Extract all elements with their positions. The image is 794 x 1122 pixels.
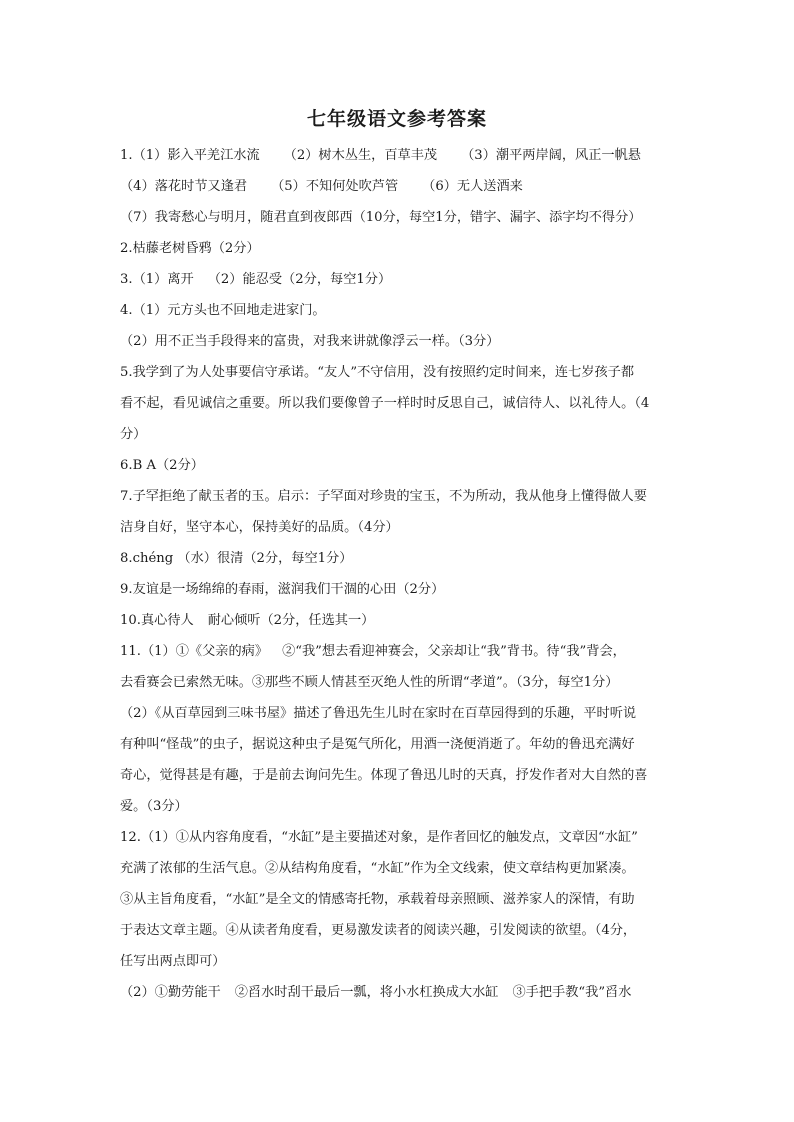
answer-3-1: 3.（1）离开 [120,272,194,287]
answer-11-2-b: 有种叫“怪哉”的虫子，据说这种虫子是冤气所化，用酒一浇便消逝了。年幼的鲁迅充满好 [120,737,635,752]
answer-line-13 [120,512,678,543]
answer-3-2: （2）能忍受（2分，每空1分） [207,272,392,287]
answer-line-19 [120,698,678,729]
answer-line-15 [120,574,678,605]
answer-11-1-b: ②“我”想去看迎神赛会，父亲却让“我”背书。待“我”背会， [282,644,626,659]
answer-line-4 [120,233,678,264]
answer-line-21 [120,760,678,791]
answer-1-4: （4）落花时节又逢君 [120,179,248,194]
answer-11-1-c: 去看赛会已索然无味。③那些不顾人情甚至灭绝人性的所谓“孝道”。（3分，每空1分） [120,675,619,690]
answer-7-b: 洁身自好，坚守本心，保持美好的品质。（4分） [120,520,399,535]
answer-1-1: 1.（1）影入平羌江水流 [120,148,260,163]
answer-line-26 [120,915,678,946]
answer-line-10 [120,419,678,450]
answer-8: 8.chéng （水）很清（2分，每空1分） [120,551,353,566]
answer-line-17 [120,636,678,667]
answer-content [120,140,678,1008]
answer-12-1-b: 充满了浓郁的生活气息。②从结构角度看，“水缸”作为全文线索，使文章结构更加紧凑。 [120,861,635,876]
answer-line-8 [120,357,678,388]
answer-line-9 [120,388,678,419]
answer-line-5 [120,264,678,295]
answer-12-1-a: 12.（1）①从内容角度看，“水缸”是主要描述对象，是作者回忆的触发点，文章因“水缸” [120,830,638,845]
answer-line-24 [120,853,678,884]
answer-line-3 [120,202,678,233]
answer-7-a: 7.子罕拒绝了献玉者的玉。启示：子罕面对珍贵的宝玉，不为所动，我从他身上懂得做人要 [120,489,647,504]
answer-12-2-b: ②舀水时刮干最后一瓢，将小水杠换成大水缸 [234,985,499,1000]
answer-line-2 [120,171,678,202]
answer-12-1-e: 任写出两点即可） [120,954,226,969]
answer-1-5: （5）不知何处吹芦管 [271,179,399,194]
answer-1-7: （7）我寄愁心与明月，随君直到夜郎西（10分，每空1分，错字、漏字、添字均不得分） [120,210,642,225]
answer-11-2-a: （2）《从百草园到三味书屋》描述了鲁迅先生儿时在家时在百草园得到的乐趣，平时听说 [120,706,637,721]
answer-line-6 [120,295,678,326]
answer-10-1: 10.真心待人 [120,613,194,628]
answer-5-b: 看不起，看见诚信之重要。所以我们要像曾子一样时时反思自己，诚信待人、以礼待人。（4 [120,396,650,411]
answer-line-11 [120,450,678,481]
answer-10-2: 耐心倾听（2分，任选其一） [207,613,375,628]
answer-1-6: （6）无人送酒来 [422,179,523,194]
answer-5-c: 分） [120,427,147,442]
answer-2: 2.枯藤老树昏鸦（2分） [120,241,260,256]
answer-line-1 [120,140,678,171]
answer-5-a: 5.我学到了为人处事要信守承诺。“友人”不守信用，没有按照约定时间来，连七岁孩子都 [120,365,634,380]
answer-12-1-d: 于表达文章主题。④从读者角度看，更易激发读者的阅读兴趣，引发阅读的欲望。（4分， [120,923,637,938]
answer-6: 6.B A（2分） [120,458,204,473]
page-title: 七年级语文参考答案 [306,108,487,130]
answer-line-18 [120,667,678,698]
answer-line-25 [120,884,678,915]
answer-line-27 [120,946,678,977]
answer-4-1: 4.（1）元方头也不回地走进家门。 [120,303,326,318]
answer-12-1-c: ③从主旨角度看，“水缸”是全文的情感寄托物，承载着母亲照顾、滋养家人的深情，有助 [120,892,635,907]
answer-line-23 [120,822,678,853]
answer-line-12 [120,481,678,512]
answer-line-28 [120,977,678,1008]
answer-1-3: （3）潮平两岸阔，风正一帆悬 [461,148,641,163]
answer-line-22 [120,791,678,822]
answer-12-2-c: ③手把手教“我”舀水 [512,985,632,1000]
answer-12-2-a: （2）①勤劳能干 [120,985,221,1000]
answer-line-16 [120,605,678,636]
answer-11-1-a: 11.（1）①《父亲的病》 [120,644,269,659]
answer-line-20 [120,729,678,760]
answer-9: 9.友谊是一场绵绵的春雨，滋润我们干涸的心田（2分） [120,582,445,597]
answer-11-2-c: 奇心，觉得甚是有趣，于是前去询问先生。体现了鲁迅儿时的天真，抒发作者对大自然的喜 [120,768,648,783]
answer-line-14 [120,543,678,574]
answer-1-2: （2）树木丛生，百草丰茂 [283,148,438,163]
answer-11-2-d: 爱。（3分） [120,799,188,814]
answer-line-7 [120,326,678,357]
answer-4-2: （2）用不正当手段得来的富贵，对我来讲就像浮云一样。（3分） [120,334,500,349]
